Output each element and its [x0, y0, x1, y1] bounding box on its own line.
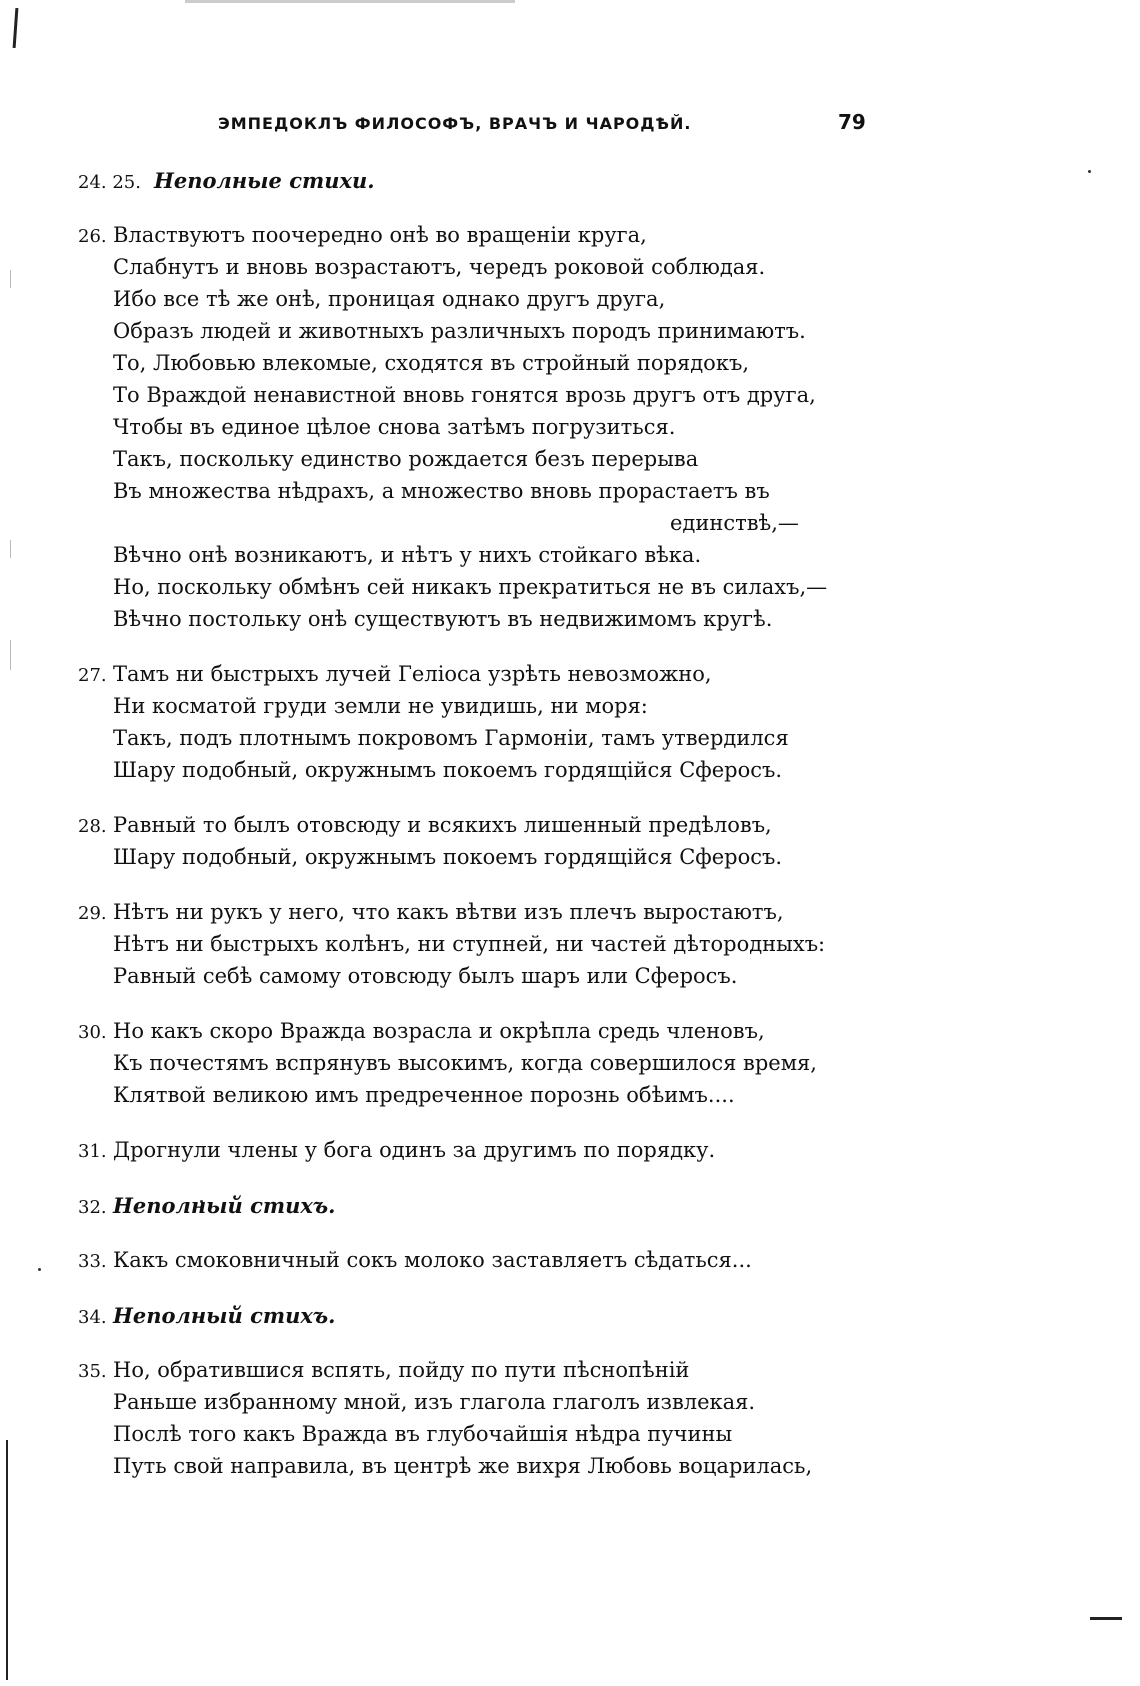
scan-artifact: [10, 640, 11, 670]
fragment-24-25: [78, 168, 1078, 200]
verse-line: [78, 726, 1078, 758]
verse-text: То Враждой ненавистной вновь гонятся врозь другъ отъ друга,: [113, 383, 816, 407]
verse-carryover: единствѣ,—: [670, 511, 799, 535]
fragment-number: 33.: [78, 1251, 107, 1272]
verse-text: Такъ, подъ плотнымъ покровомъ Гармоніи, тамъ утвердился: [113, 726, 789, 750]
verse-line: [78, 255, 1078, 287]
scan-dash: [1090, 1617, 1122, 1620]
fragment-number: 30.: [78, 1022, 107, 1043]
scan-artifact: [10, 540, 11, 558]
scan-edge-mark: [13, 8, 19, 48]
verse-text: Вѣчно онѣ возникаютъ, и нѣтъ у нихъ стойкаго вѣка.: [113, 543, 702, 567]
verse-text: Чтобы въ единое цѣлое снова затѣмъ погрузиться.: [113, 415, 676, 439]
verse-line: [78, 1051, 1078, 1083]
verse-line: [78, 964, 1078, 996]
verse-line: [78, 575, 1078, 607]
verse-text: Но, поскольку обмѣнъ сей никакъ прекратиться не въ силахъ,—: [113, 575, 828, 599]
verse-text: Нѣтъ ни рукъ у него, что какъ вѣтви изъ плечъ выростаютъ,: [113, 900, 784, 924]
verse-line: [78, 813, 1078, 845]
fragment-number: 26.: [78, 226, 107, 247]
incomplete-verse-note: Неполный стихъ.: [113, 1193, 336, 1218]
scan-artifact: [10, 270, 11, 288]
verse-line: [78, 1138, 1078, 1170]
scan-speck: [1088, 170, 1091, 173]
verse-line: [78, 168, 1078, 200]
verse-text: Шару подобный, окружнымъ покоемъ гордящійся Сферосъ.: [113, 758, 783, 782]
verse-line: [78, 351, 1078, 383]
verse-line: [78, 415, 1078, 447]
verse-line: [78, 543, 1078, 575]
fragment-32: [78, 1193, 1078, 1225]
verse-text: Равный то былъ отовсюду и всякихъ лишенный предѣловъ,: [113, 813, 772, 837]
fragment-number: 32.: [78, 1197, 107, 1218]
verse-line: [78, 932, 1078, 964]
fragment-number: 29.: [78, 903, 107, 924]
verse-text: Вѣчно постольку онѣ существуютъ въ недвижимомъ кругѣ.: [113, 607, 773, 631]
scan-speck: [38, 1268, 41, 1271]
fragment-31: [78, 1138, 1078, 1170]
fragment-number: 24. 25.: [78, 172, 141, 193]
verse-line: [78, 694, 1078, 726]
fragment-number: 31.: [78, 1141, 107, 1162]
verse-text: Какъ смоковничный сокъ молоко заставляетъ сѣдаться...: [113, 1248, 752, 1272]
verse-text: Дрогнули члены у бога одинъ за другимъ по порядку.: [113, 1138, 716, 1162]
verse-line: [78, 447, 1078, 479]
scan-smudge: [185, 0, 515, 3]
verse-text: Слабнутъ и вновь возрастаютъ, чередъ роковой соблюдая.: [113, 255, 766, 279]
verse-text: Нѣтъ ни быстрыхъ колѣнъ, ни ступней, ни частей дѣтородныхъ:: [113, 932, 826, 956]
verse-line: [78, 900, 1078, 932]
fragment-29: [78, 900, 1078, 996]
fragment-number: 28.: [78, 816, 107, 837]
verse-line: [78, 662, 1078, 694]
verse-text: Въ множества нѣдрахъ, а множество вновь прорастаетъ въ: [113, 479, 770, 503]
verse-text: Властвуютъ поочередно онѣ во вращеніи круга,: [113, 223, 647, 247]
fragment-number: 34.: [78, 1307, 107, 1328]
fragment-33: [78, 1248, 1078, 1280]
verse-line: [78, 383, 1078, 415]
verse-text: Равный себѣ самому отовсюду былъ шаръ или Сферосъ.: [113, 964, 738, 988]
verse-line: [78, 1422, 1078, 1454]
verse-line: [78, 1390, 1078, 1422]
verse-text: Путь свой направила, въ центрѣ же вихря Любовь воцарилась,: [113, 1454, 813, 1478]
verse-text: Тамъ ни быстрыхъ лучей Геліоса узрѣть невозможно,: [113, 662, 712, 686]
scan-page-edge: [6, 1440, 8, 1680]
fragment-26: [78, 223, 1078, 639]
fragment-number: 35.: [78, 1361, 107, 1382]
fragment-34: [78, 1303, 1078, 1335]
verse-line: [78, 845, 1078, 877]
verse-line: [78, 1454, 1078, 1486]
verse-line: [78, 1083, 1078, 1115]
fragment-30: [78, 1019, 1078, 1115]
page-number: 79: [838, 110, 866, 134]
verse-line: [78, 1358, 1078, 1390]
verse-line: [78, 1019, 1078, 1051]
verse-line: [78, 223, 1078, 255]
fragment-number: 27.: [78, 665, 107, 686]
fragment-27: [78, 662, 1078, 790]
verse-text: То, Любовью влекомые, сходятся въ стройный порядокъ,: [113, 351, 749, 375]
verse-line: [78, 1303, 1078, 1335]
verse-text: Къ почестямъ вспрянувъ высокимъ, когда совершилося время,: [113, 1051, 817, 1075]
fragment-35: [78, 1358, 1078, 1486]
verse-text: Но какъ скоро Вражда возрасла и окрѣпла средь членовъ,: [113, 1019, 765, 1043]
fragments-list: [78, 168, 1078, 1509]
verse-text: Раньше избранному мной, изъ глагола глаголъ извлекая.: [113, 1390, 756, 1414]
incomplete-verse-note: Неполный стихъ.: [113, 1303, 336, 1328]
verse-text: Ни косматой груди земли не увидишь, ни моря:: [113, 694, 648, 718]
verse-text: Шару подобный, окружнымъ покоемъ гордящійся Сферосъ.: [113, 845, 783, 869]
verse-line: [78, 758, 1078, 790]
verse-line: [78, 319, 1078, 351]
verse-text: Клятвой великою имъ предреченное порознь обѣимъ....: [113, 1083, 735, 1107]
running-title: ЭМПЕДОКЛЪ ФИЛОСОФЪ, ВРАЧЪ И ЧАРОДѢЙ.: [218, 114, 692, 133]
verse-text: Послѣ того какъ Вражда въ глубочайшія нѣдра пучины: [113, 1422, 733, 1446]
verse-line: [78, 1193, 1078, 1225]
incomplete-verse-note: Неполные стихи.: [154, 168, 375, 193]
verse-text: Такъ, поскольку единство рождается безъ перерыва: [113, 447, 699, 471]
verse-text: Образъ людей и животныхъ различныхъ породъ принимаютъ.: [113, 319, 806, 343]
verse-text: Но, обратившися вспять, пойду по пути пѣснопѣній: [113, 1358, 690, 1382]
verse-line: [78, 607, 1078, 639]
fragment-28: [78, 813, 1078, 877]
verse-line: [78, 1248, 1078, 1280]
verse-line: [78, 287, 1078, 319]
verse-line: [78, 479, 1078, 511]
verse-text: Ибо все тѣ же онѣ, проницая однако другъ друга,: [113, 287, 666, 311]
